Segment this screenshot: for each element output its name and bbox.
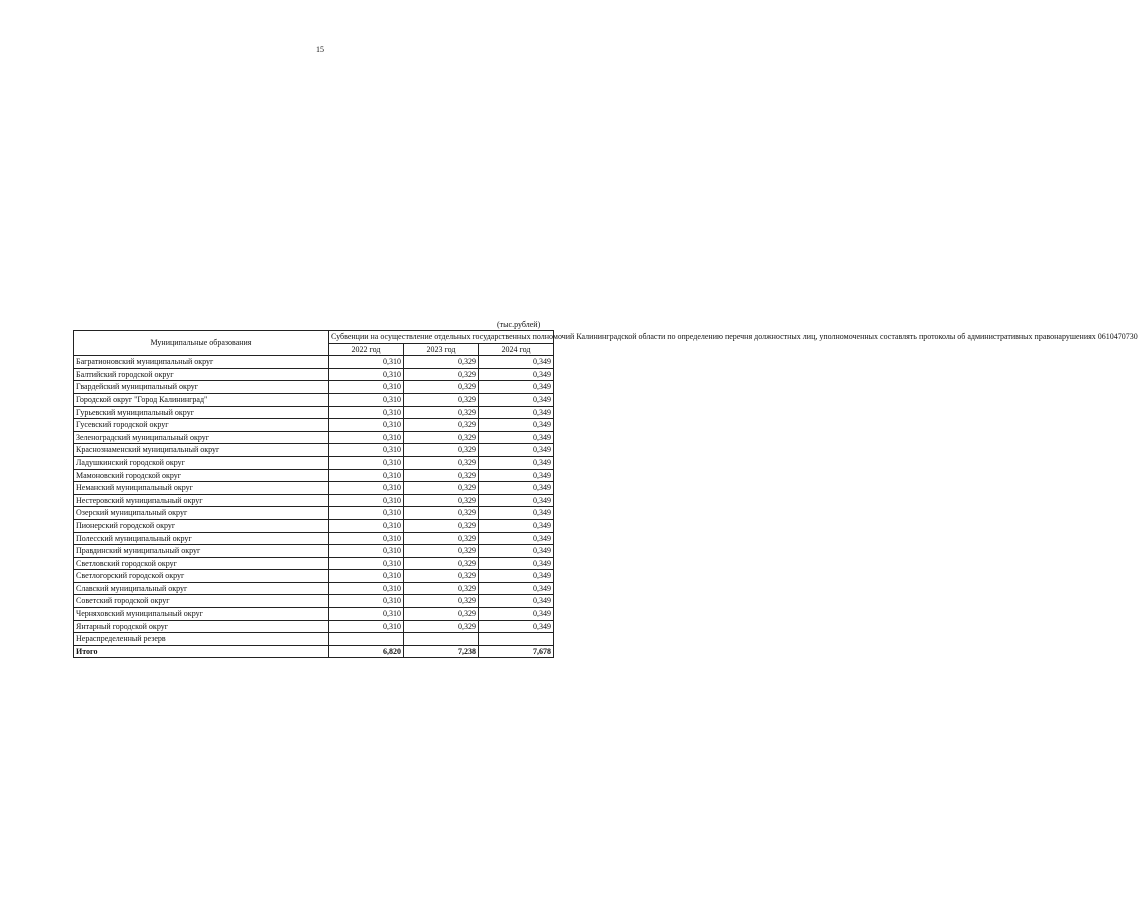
municipality-name: Янтарный городской округ [74,620,329,633]
value-2022: 0,310 [329,482,404,495]
table-row [74,368,554,381]
value-2022: 0,310 [329,444,404,457]
value-2022: 0,310 [329,356,404,369]
subsidy-title-header: Субвенции на осуществление отдельных государственных полномочий Калининградской области по определению перечня должностных лиц, уполномоченных составлять протоколы об административных правонарушениях 0610470730 [329,331,554,344]
value-2023: 0,329 [404,557,479,570]
value-2022: 0,310 [329,507,404,520]
municipality-name: Нестеровский муниципальный округ [74,494,329,507]
table-row [74,419,554,432]
value-2024 [479,633,554,646]
value-2022: 0,310 [329,393,404,406]
value-2022: 0,310 [329,431,404,444]
value-2024: 0,349 [479,595,554,608]
table-row [74,482,554,495]
table-row [74,356,554,369]
value-2024: 0,349 [479,406,554,419]
value-2022: 0,310 [329,368,404,381]
value-2022: 0,310 [329,570,404,583]
value-2022: 0,310 [329,381,404,394]
municipality-name: Полесский муниципальный округ [74,532,329,545]
municipalities-header: Муниципальные образования [74,331,329,356]
total-label: Итого [74,645,329,658]
table-row [74,494,554,507]
municipality-name: Багратионовский муниципальный округ [74,356,329,369]
table-row [74,393,554,406]
value-2023: 0,329 [404,507,479,520]
total-2022: 6,820 [329,645,404,658]
year-header-2024: 2024 год [479,343,554,356]
value-2024: 0,349 [479,444,554,457]
table-row [74,595,554,608]
table-row [74,620,554,633]
value-2024: 0,349 [479,519,554,532]
municipality-name: Гурьевский муниципальный округ [74,406,329,419]
value-2024: 0,349 [479,482,554,495]
value-2023: 0,329 [404,431,479,444]
municipality-name: Ладушкинский городской округ [74,456,329,469]
table-row [74,469,554,482]
value-2024: 0,349 [479,456,554,469]
value-2022: 0,310 [329,456,404,469]
table-row [74,557,554,570]
value-2024: 0,349 [479,431,554,444]
value-2024: 0,349 [479,557,554,570]
municipality-name: Гвардейский муниципальный округ [74,381,329,394]
value-2024: 0,349 [479,356,554,369]
value-2024: 0,349 [479,469,554,482]
table-row [74,456,554,469]
value-2023: 0,329 [404,532,479,545]
value-2023: 0,329 [404,469,479,482]
value-2024: 0,349 [479,419,554,432]
value-2024: 0,349 [479,393,554,406]
value-2024: 0,349 [479,582,554,595]
page-number: 15 [316,45,324,54]
value-2023: 0,329 [404,582,479,595]
municipality-name: Нераспределенный резерв [74,633,329,646]
value-2024: 0,349 [479,545,554,558]
value-2024: 0,349 [479,368,554,381]
total-2024: 7,678 [479,645,554,658]
value-2023: 0,329 [404,545,479,558]
table-body [74,356,554,658]
municipality-name: Советский городской округ [74,595,329,608]
value-2023: 0,329 [404,419,479,432]
value-2022: 0,310 [329,582,404,595]
municipality-name: Городской округ "Город Калининград" [74,393,329,406]
municipality-name: Славский муниципальный округ [74,582,329,595]
value-2024: 0,349 [479,494,554,507]
value-2023: 0,329 [404,381,479,394]
value-2024: 0,349 [479,532,554,545]
table-row [74,608,554,621]
table-row [74,381,554,394]
value-2023: 0,329 [404,444,479,457]
table-row [74,507,554,520]
value-2023: 0,329 [404,456,479,469]
value-2023: 0,329 [404,608,479,621]
table-row [74,444,554,457]
table-row [74,406,554,419]
value-2022: 0,310 [329,469,404,482]
value-2023: 0,329 [404,570,479,583]
value-2024: 0,349 [479,381,554,394]
unit-label: (тыс.рублей) [497,320,541,329]
value-2023: 0,329 [404,494,479,507]
table-row [74,582,554,595]
value-2022: 0,310 [329,557,404,570]
value-2024: 0,349 [479,570,554,583]
municipality-name: Черняховский муниципальный округ [74,608,329,621]
value-2022: 0,310 [329,595,404,608]
value-2023: 0,329 [404,393,479,406]
municipality-name: Пионерский городской округ [74,519,329,532]
total-row [74,645,554,658]
subsidies-table [73,330,1138,658]
value-2023: 0,329 [404,482,479,495]
municipality-name: Светловский городской округ [74,557,329,570]
table-row [74,633,554,646]
value-2023 [404,633,479,646]
value-2022: 0,310 [329,406,404,419]
municipality-name: Мамоновский городской округ [74,469,329,482]
value-2023: 0,329 [404,595,479,608]
year-header-2022: 2022 год [329,343,404,356]
municipality-name: Неманский муниципальный округ [74,482,329,495]
municipality-name: Светлогорский городской округ [74,570,329,583]
value-2022: 0,310 [329,620,404,633]
value-2024: 0,349 [479,620,554,633]
table-row [74,570,554,583]
value-2024: 0,349 [479,507,554,520]
value-2024: 0,349 [479,608,554,621]
value-2022: 0,310 [329,545,404,558]
value-2022: 0,310 [329,519,404,532]
table-row [74,519,554,532]
year-header-2023: 2023 год [404,343,479,356]
table-row [74,532,554,545]
table-row [74,545,554,558]
municipality-name: Правдинский муниципальный округ [74,545,329,558]
value-2022: 0,310 [329,532,404,545]
value-2023: 0,329 [404,356,479,369]
municipality-name: Краснознаменский муниципальный округ [74,444,329,457]
value-2023: 0,329 [404,620,479,633]
total-2023: 7,238 [404,645,479,658]
municipality-name: Гусевский городской округ [74,419,329,432]
municipality-name: Балтийский городской округ [74,368,329,381]
value-2023: 0,329 [404,406,479,419]
value-2023: 0,329 [404,368,479,381]
value-2023: 0,329 [404,519,479,532]
value-2022 [329,633,404,646]
value-2022: 0,310 [329,494,404,507]
municipality-name: Зеленоградский муниципальный округ [74,431,329,444]
value-2022: 0,310 [329,608,404,621]
value-2022: 0,310 [329,419,404,432]
table-row [74,431,554,444]
municipality-name: Озерский муниципальный округ [74,507,329,520]
